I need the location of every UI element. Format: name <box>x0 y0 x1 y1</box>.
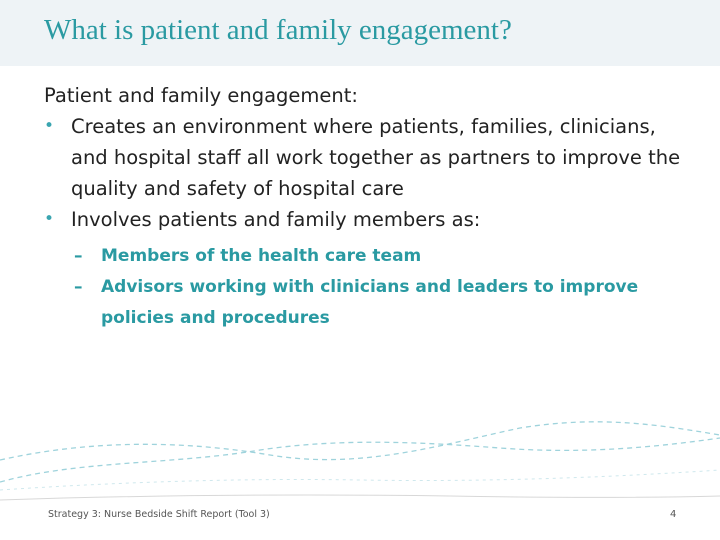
wave-line-2 <box>0 438 720 482</box>
slide-title: What is patient and family engagement? <box>44 14 512 46</box>
sub-bullet-item <box>44 272 684 334</box>
bullet-marker: • <box>44 209 55 229</box>
bullet-text: Involves patients and family members as: <box>71 208 481 231</box>
sub-bullet-text: Advisors working with clinicians and leaders to improve policies and procedures <box>101 277 639 328</box>
sub-bullet-text: Members of the health care team <box>101 246 422 266</box>
title-bar <box>0 0 720 66</box>
intro-text: Patient and family engagement: <box>44 84 358 107</box>
decorative-waves <box>0 420 720 540</box>
wave-line-3 <box>0 470 720 490</box>
sub-bullet-item <box>44 241 684 272</box>
bullet-text: Creates an environment where patients, families, clinicians, and hospital staff all work together as partners to improve the quality and safety of hospital care <box>71 115 681 200</box>
footer-text: Strategy 3: Nurse Bedside Shift Report (Tool 3) <box>48 509 270 520</box>
bullet-item <box>44 111 684 204</box>
wave-line-1 <box>0 422 720 460</box>
sub-bullet-marker: – <box>74 246 83 266</box>
sub-bullet-marker: – <box>74 277 83 297</box>
bullet-marker: • <box>44 116 55 136</box>
wave-line-4 <box>0 495 720 500</box>
slide-content <box>44 80 684 334</box>
sub-bullet-list <box>44 241 684 334</box>
bullet-item <box>44 204 684 235</box>
page-number: 4 <box>670 509 677 520</box>
